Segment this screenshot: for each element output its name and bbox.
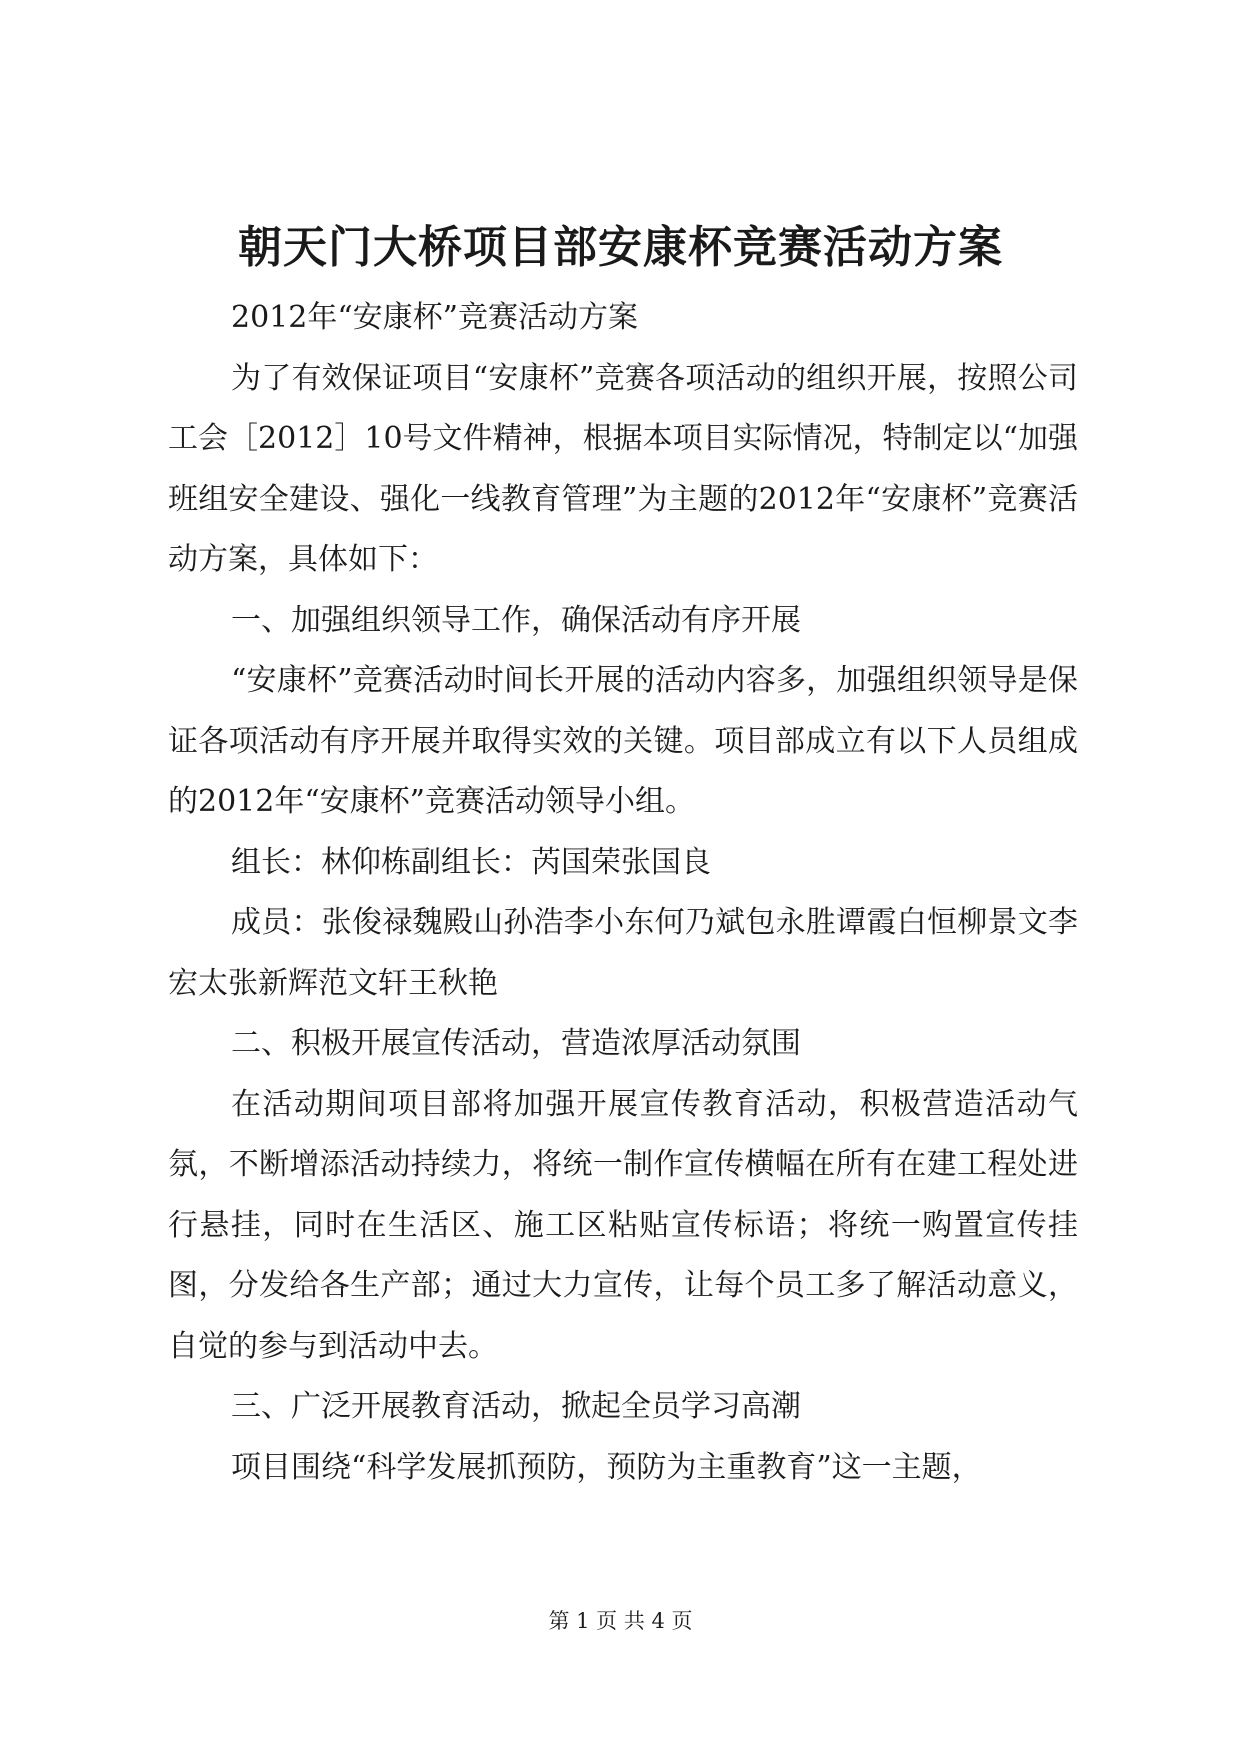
paragraph-subtitle: 2012年“安康杯”竞赛活动方案: [231, 300, 639, 335]
document-title: 朝天门大桥项目部安康杯竞赛活动方案: [238, 222, 1003, 273]
paragraph-members: 成员：张俊禄魏殿山孙浩李小东何乃斌包永胜谭霞白恒柳景文李宏太张新辉范文轩王秋艳: [168, 905, 1078, 1001]
section-heading-2: 二、积极开展宣传活动，营造浓厚活动氛围: [231, 1026, 801, 1061]
document-body: [168, 288, 1078, 1498]
paragraph-intro: 为了有效保证项目“安康杯”竞赛各项活动的组织开展，按照公司工会［2012］10号文件精神，根据本项目实际情况，特制定以“加强班组安全建设、强化一线教育管理”为主题的2012年“安康杯”竞赛活动方案，具体如下：: [168, 360, 1078, 577]
page-number: 第 1 页 共 4 页: [548, 1609, 693, 1633]
section-heading-3: 三、广泛开展教育活动，掀起全员学习高潮: [231, 1389, 801, 1424]
paragraph-education: 项目围绕“科学发展抓预防，预防为主重教育”这一主题，: [231, 1449, 982, 1485]
paragraph-leadership: “安康杯”竞赛活动时间长开展的活动内容多，加强组织领导是保证各项活动有序开展并取得实效的关键。项目部成立有以下人员组成的2012年“安康杯”竞赛活动领导小组。: [168, 663, 1078, 819]
section-heading-1: 一、加强组织领导工作，确保活动有序开展: [231, 602, 801, 638]
paragraph-leaders: 组长：林仰栋副组长：芮国荣张国良: [231, 844, 711, 880]
paragraph-publicity: 在活动期间项目部将加强开展宣传教育活动，积极营造活动气氛，不断增添活动持续力，将统一制作宣传横幅在所有在建工程处进行悬挂，同时在生活区、施工区粘贴宣传标语；将统一购置宣传挂图，分发给各生产部；通过大力宣传，让每个员工多了解活动意义，自觉的参与到活动中去。: [168, 1086, 1078, 1364]
